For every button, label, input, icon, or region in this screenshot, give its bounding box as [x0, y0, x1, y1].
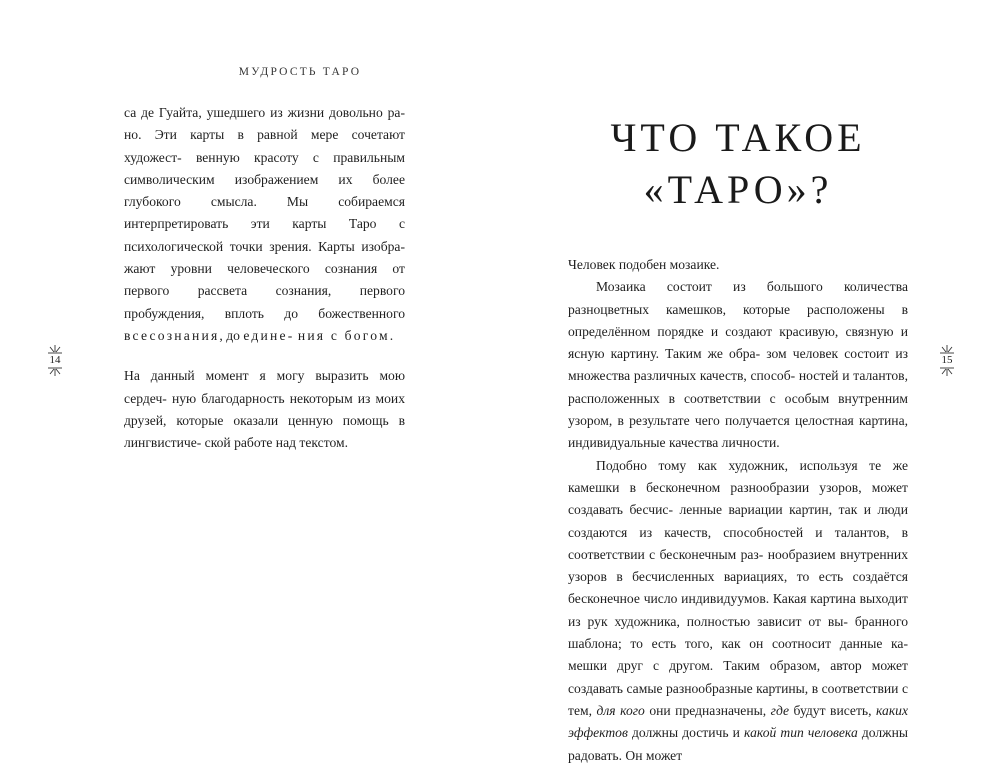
- text-line: мешки друг с другом. Таким образом, автор может создавать: [568, 658, 908, 696]
- text-line: собираемся интерпретировать эти карты Таро: [124, 194, 405, 232]
- text-line: способностей и талантов, в соответствии с бесконечным раз-: [568, 524, 909, 562]
- text-line: Мозаика состоит из большого количества разноцветных: [568, 279, 908, 317]
- text-line: венную красоту с правильным символическим: [124, 149, 405, 187]
- right-page-body: [568, 254, 908, 767]
- text-line: рассвета сознания, первого пробуждения, вплоть: [124, 283, 405, 321]
- text-line: Подобно тому как художник, используя те же камешки: [568, 457, 908, 495]
- ornament-icon: [939, 345, 955, 354]
- right-paragraph-1: [568, 276, 908, 454]
- text-fragment: должны радовать. Он может: [568, 725, 908, 763]
- text-line: камешков, которые расположены в определённом порядке и: [568, 301, 908, 339]
- text-line: с психологической точки зрения. Карты изобра-: [124, 216, 405, 254]
- text-line: но. Эти карты в равной мере сочетают художест-: [124, 127, 405, 165]
- spaced-term: едине-: [243, 327, 295, 343]
- chapter-title-line: ЧТО ТАКОЕ: [610, 115, 866, 160]
- text-line: ную благодарность некоторым из моих друзей,: [124, 390, 405, 428]
- text-fragment: будут висеть,: [789, 702, 876, 718]
- spaced-term: всесознания: [124, 327, 220, 343]
- text-line: На данный момент я могу выразить мою сердеч-: [124, 368, 405, 406]
- text-fragment: , до: [219, 327, 244, 343]
- page-number: 14: [49, 354, 61, 366]
- text-fragment: самые разнообразные картины, в соответствии с тем,: [568, 680, 908, 718]
- text-line: до божественного: [284, 305, 405, 321]
- text-line: ской работе над текстом.: [204, 435, 349, 451]
- lead-sentence: [568, 254, 908, 276]
- page-number-left: [43, 345, 67, 376]
- text-line: ленные вариации картин, так и люди создаются из качеств,: [568, 502, 908, 540]
- running-head: МУДРОСТЬ ТАРО: [238, 66, 362, 78]
- text-line: ностей и талантов, расположенных в соответствии с особым: [568, 368, 908, 406]
- text-line: Человек подобен мозаике.: [568, 257, 720, 272]
- ornament-icon: [47, 345, 63, 354]
- text-line: создают красивую, связную и ясную картину. Таким же обра-: [568, 323, 908, 362]
- ornament-icon: [47, 367, 63, 376]
- italic-term: какой тип человека: [744, 725, 858, 741]
- text-line: внутренним узором, в результате чего получается целостная: [568, 390, 908, 429]
- text-fragment: достичь и: [682, 725, 745, 741]
- text-fragment: они предназначены,: [649, 702, 771, 718]
- text-line: бранного шаблона; то есть того, как он соотносит данные ка-: [568, 613, 908, 652]
- text-fragment: .: [389, 327, 394, 343]
- text-line: изображением их более глубокого смысла. Мы: [124, 171, 405, 210]
- italic-term: каких эффектов: [568, 702, 909, 741]
- text-line: зом человек состоит из множества различных качеств, способ-: [568, 346, 908, 384]
- text-line: в бесконечном разнообразии узоров, может создавать бесчис-: [568, 479, 908, 518]
- text-line: картина выходит из рук художника, полностью зависит от вы-: [568, 591, 908, 629]
- chapter-title: [568, 112, 908, 216]
- left-page-body: [124, 102, 405, 454]
- italic-term: для кого: [596, 702, 645, 718]
- chapter-title-line: «ТАРО»?: [643, 167, 833, 212]
- right-paragraph-2: [568, 455, 908, 767]
- text-fragment: должны: [627, 725, 679, 741]
- text-line: нообразием внутренних узоров в бесчисленных вариациях,: [568, 546, 909, 585]
- page-number-right: [935, 345, 959, 376]
- text-line: са де Гуайта, ушедшего из жизни довольно ра-: [124, 105, 405, 120]
- page-number: 15: [941, 354, 953, 366]
- text-line: то есть создаётся бесконечное число индивидуумов. Какая: [568, 569, 909, 607]
- text-line: картина, индивидуальные качества личности.: [568, 413, 909, 451]
- left-paragraph-1: [124, 102, 405, 347]
- spaced-term: ния с богом: [297, 327, 390, 343]
- left-paragraph-2: [124, 365, 405, 454]
- text-line: которые оказали ценную помощь в лингвистиче-: [124, 412, 405, 451]
- text-line: жают уровни человеческого сознания от первого: [124, 261, 405, 299]
- ornament-icon: [939, 367, 955, 376]
- italic-term: где: [770, 702, 790, 718]
